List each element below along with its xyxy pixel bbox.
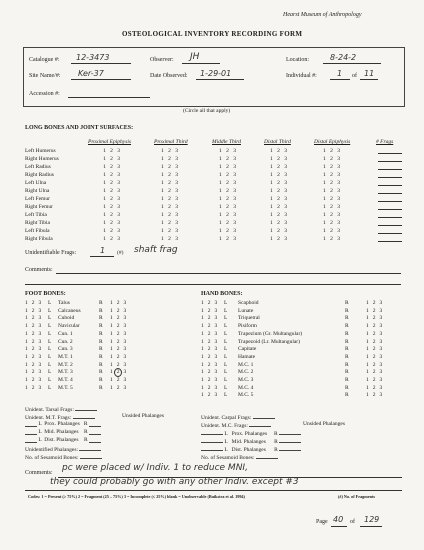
foot-unsided-phal: Unsided Phalanges xyxy=(122,413,165,419)
foot-bone-label: Navicular xyxy=(58,323,80,330)
foot-right-scale[interactable]: 1 2 3 xyxy=(110,330,128,337)
side-right-mark: R xyxy=(99,369,103,376)
side-right-mark: R xyxy=(99,315,103,322)
hand-right-scale[interactable]: 1 2 3 xyxy=(366,361,384,368)
foot-right-scale[interactable]: 1 2 3 xyxy=(110,361,128,368)
side-left-mark: L xyxy=(224,392,228,399)
foot-mid: L Mid. Phalanges R xyxy=(25,429,101,435)
frags-blank[interactable] xyxy=(378,169,402,170)
long-bones-col-header: Distal Third xyxy=(264,139,291,145)
code-scale[interactable]: 1 2 3 xyxy=(219,180,238,186)
side-left-mark: L xyxy=(224,353,228,360)
side-left-mark: L xyxy=(224,361,228,368)
side-left-mark: L xyxy=(224,315,228,322)
location-value: 8-24-2 xyxy=(330,53,357,62)
catalogue-value: 12-3473 xyxy=(76,53,110,62)
circle-note: (Circle all that apply) xyxy=(183,108,231,114)
accession-label: Accession #: xyxy=(29,91,60,97)
side-right-mark: R xyxy=(99,361,103,368)
foot-right-scale[interactable]: 1 2 3 xyxy=(110,384,128,391)
side-left-mark: L xyxy=(48,369,52,376)
code-scale[interactable]: 1 2 3 xyxy=(103,220,122,226)
side-left-mark: L xyxy=(224,307,228,314)
code-scale[interactable]: 1 2 3 xyxy=(161,188,180,194)
hand-unsided-phal: Unsided Phalanges xyxy=(303,421,346,427)
side-left-mark: L xyxy=(48,338,52,345)
foot-bone-label: Cun. 3 xyxy=(58,346,73,353)
hand-mid: L Mid. Phalanges R xyxy=(201,437,301,445)
code-scale[interactable]: 1 2 3 xyxy=(219,204,238,210)
museum-name: Hearst Museum of Anthropology xyxy=(283,12,362,18)
side-right-mark: R xyxy=(99,353,103,360)
side-left-mark: L xyxy=(224,346,228,353)
side-left-mark: L xyxy=(224,330,228,337)
foot-dist: L Dist. Phalanges R xyxy=(25,437,101,443)
side-left-mark: L xyxy=(224,377,228,383)
long-bones-table xyxy=(0,148,424,244)
foot-bone-label: Cun. 2 xyxy=(58,338,73,345)
code-scale[interactable]: 1 2 3 xyxy=(219,220,238,226)
hand-bone-label: Hamate xyxy=(238,353,256,360)
long-bone-row-label: Left Femur xyxy=(25,196,50,202)
code-scale[interactable]: 1 2 3 xyxy=(103,228,122,234)
code-scale[interactable]: 1 2 3 xyxy=(270,164,289,170)
foot-bone-label: Calcaneus xyxy=(58,307,81,314)
individual-value: 1 xyxy=(337,69,343,78)
hand-left-scale[interactable]: 1 2 3 xyxy=(201,300,219,306)
frags-blank[interactable] xyxy=(378,161,402,162)
side-left-mark: L xyxy=(224,323,228,330)
foot-right-scale[interactable]: 1 2 3 xyxy=(110,377,128,383)
individual-total: 11 xyxy=(364,69,375,78)
unid-frags-value: 1 xyxy=(100,246,106,255)
foot-right-scale[interactable]: 1 2 3 xyxy=(110,315,128,322)
code-scale[interactable]: 1 2 3 xyxy=(161,204,180,210)
code-scale[interactable]: 1 2 3 xyxy=(270,156,289,162)
location-label: Location: xyxy=(286,57,309,63)
comments-line1: pc were placed w/ Indiv. 1 to reduce MNI, xyxy=(62,463,248,473)
code-scale[interactable]: 1 2 3 xyxy=(219,164,238,170)
side-right-mark: R xyxy=(99,377,103,383)
long-bones-title: LONG BONES AND JOINT SURFACES: xyxy=(25,125,134,131)
foot-bone-label: M.T. 1 xyxy=(58,353,73,360)
hand-right-scale[interactable]: 1 2 3 xyxy=(366,330,384,337)
code-scale[interactable]: 1 2 3 xyxy=(323,164,342,170)
frag-note: (#) No. of Fragments xyxy=(338,494,375,499)
foot-left-scale[interactable]: 1 2 3 xyxy=(25,384,43,391)
hand-bone-label: M.C. 2 xyxy=(238,369,254,376)
hand-right-scale[interactable]: 1 2 3 xyxy=(366,384,384,391)
hand-bone-label: Triquetral xyxy=(238,315,260,322)
long-bone-row-label: Left Radius xyxy=(25,164,51,170)
long-bone-row-label: Left Ulna xyxy=(25,180,47,186)
page-of: of xyxy=(350,519,355,525)
site-label: Site Name/#: xyxy=(29,73,61,79)
foot-left-scale[interactable]: 1 2 3 xyxy=(25,346,43,353)
foot-bone-label: M.T. 4 xyxy=(58,377,73,383)
frags-blank[interactable] xyxy=(378,201,402,202)
frags-blank[interactable] xyxy=(378,177,402,178)
foot-right-scale[interactable]: 1 2 3 xyxy=(110,338,128,345)
foot-bone-label: Talus xyxy=(58,300,70,306)
code-scale[interactable]: 1 2 3 xyxy=(270,220,289,226)
foot-left-scale[interactable]: 1 2 3 xyxy=(25,353,43,360)
code-scale[interactable]: 1 2 3 xyxy=(323,172,342,178)
side-right-mark: R xyxy=(345,369,349,376)
foot-left-scale[interactable]: 1 2 3 xyxy=(25,377,43,383)
code-scale[interactable]: 1 2 3 xyxy=(323,220,342,226)
foot-mt-label: Unident. M.T. Frags: xyxy=(25,413,95,421)
code-scale[interactable]: 1 2 3 xyxy=(103,156,122,162)
side-left-mark: L xyxy=(224,384,228,391)
side-left-mark: L xyxy=(48,300,52,306)
code-scale[interactable]: 1 2 3 xyxy=(270,196,289,202)
hand-mc-label: Unident. M.C. Frags: xyxy=(201,421,271,429)
long-bone-row-label: Right Radius xyxy=(25,172,54,178)
hand-right-scale[interactable]: 1 2 3 xyxy=(366,307,384,314)
code-scale[interactable]: 1 2 3 xyxy=(103,188,122,194)
side-right-mark: R xyxy=(99,330,103,337)
side-right-mark: R xyxy=(99,338,103,345)
foot-bone-label: M.T. 2 xyxy=(58,361,73,368)
code-scale[interactable]: 1 2 3 xyxy=(323,196,342,202)
code-scale[interactable]: 1 2 3 xyxy=(161,236,180,242)
side-left-mark: L xyxy=(224,369,228,376)
hand-dist: L Dist. Phalanges R xyxy=(201,445,301,453)
foot-left-scale[interactable]: 1 2 3 xyxy=(25,369,43,376)
hand-left-scale[interactable]: 1 2 3 xyxy=(201,353,219,360)
frags-blank[interactable] xyxy=(378,217,402,218)
hand-left-scale[interactable]: 1 2 3 xyxy=(201,330,219,337)
code-scale[interactable]: 1 2 3 xyxy=(219,172,238,178)
foot-left-scale[interactable]: 1 2 3 xyxy=(25,338,43,345)
catalogue-label: Catalogue #: xyxy=(29,57,60,63)
code-scale[interactable]: 1 2 3 xyxy=(103,148,122,154)
date-label: Date Observed: xyxy=(150,73,188,79)
unid-frags-note: shaft frag xyxy=(134,245,178,255)
hand-bone-label: M.C. 1 xyxy=(238,361,254,368)
side-left-mark: L xyxy=(48,384,52,391)
hand-left-scale[interactable]: 1 2 3 xyxy=(201,315,219,322)
long-bones-col-header: Proximal Epiphysis xyxy=(88,139,132,145)
code-scale[interactable]: 1 2 3 xyxy=(103,204,122,210)
foot-tarsal-label: Unident. Tarsal Frags: xyxy=(25,405,97,413)
long-bone-row-label: Right Humerus xyxy=(25,156,59,162)
code-scale[interactable]: 1 2 3 xyxy=(103,164,122,170)
frags-blank[interactable] xyxy=(378,225,402,226)
code-scale[interactable]: 1 2 3 xyxy=(270,236,289,242)
code-scale[interactable]: 1 2 3 xyxy=(270,180,289,186)
codes-legend: Codes: 1 = Present (≥ 75%) 2 = Fragment (25 – 75%) 3 = Incomplete (≤ 25%) blank = Unobservable (Buikstra et al. 1994) xyxy=(28,494,245,499)
side-right-mark: R xyxy=(345,338,349,345)
observer-label: Observer: xyxy=(150,57,174,63)
long-bones-col-header: Proximal Third xyxy=(154,139,188,145)
code-scale[interactable]: 1 2 3 xyxy=(323,212,342,218)
side-left-mark: L xyxy=(48,323,52,330)
code-scale[interactable]: 1 2 3 xyxy=(219,228,238,234)
long-bones-col-header: Middle Third xyxy=(212,139,241,145)
hand-bone-label: Capitate xyxy=(238,346,257,353)
code-scale[interactable]: 1 2 3 xyxy=(323,148,342,154)
foot-bone-label: Cun. 1 xyxy=(58,330,73,337)
individual-label: Individual #: xyxy=(286,73,317,79)
code-scale[interactable]: 1 2 3 xyxy=(161,180,180,186)
hand-right-scale[interactable]: 1 2 3 xyxy=(366,392,384,399)
code-scale[interactable]: 1 2 3 xyxy=(161,212,180,218)
side-left-mark: L xyxy=(48,361,52,368)
code-scale[interactable]: 1 2 3 xyxy=(161,196,180,202)
hand-bones-title: HAND BONES: xyxy=(201,291,243,297)
code-scale[interactable]: 1 2 3 xyxy=(219,188,238,194)
foot-right-scale[interactable]: 1 2 3 xyxy=(110,353,128,360)
long-bone-row-label: Right Femur xyxy=(25,204,53,210)
foot-right-scale[interactable]: 1 2 3 xyxy=(110,346,128,353)
side-right-mark: R xyxy=(345,377,349,383)
code-scale[interactable]: 1 2 3 xyxy=(219,196,238,202)
hand-right-scale[interactable]: 1 2 3 xyxy=(366,323,384,330)
side-right-mark: R xyxy=(345,330,349,337)
foot-bone-label: M.T. 3 xyxy=(58,369,73,376)
side-right-mark: R xyxy=(345,392,349,399)
unid-frags-label: Unidentifiable Frags: xyxy=(25,250,77,256)
code-scale[interactable]: 1 2 3 xyxy=(161,148,180,154)
date-value: 1-29-01 xyxy=(200,69,232,78)
frags-blank[interactable] xyxy=(378,241,402,242)
foot-right-scale[interactable]: 1 2 3 xyxy=(110,307,128,314)
hand-right-scale[interactable]: 1 2 3 xyxy=(366,353,384,360)
foot-left-scale[interactable]: 1 2 3 xyxy=(25,307,43,314)
side-right-mark: R xyxy=(99,307,103,314)
code-scale[interactable]: 1 2 3 xyxy=(103,212,122,218)
hand-left-scale[interactable]: 1 2 3 xyxy=(201,307,219,314)
code-scale[interactable]: 1 2 3 xyxy=(323,236,342,242)
side-right-mark: R xyxy=(99,300,103,306)
code-scale[interactable]: 1 2 3 xyxy=(323,204,342,210)
hand-bone-label: Trapezium (Gr. Multangular) xyxy=(238,330,303,337)
long-bone-row-label: Right Ulna xyxy=(25,188,50,194)
foot-left-scale[interactable]: 1 2 3 xyxy=(25,323,43,330)
long-bone-row-label: Left Humerus xyxy=(25,148,56,154)
foot-left-scale[interactable]: 1 2 3 xyxy=(25,330,43,337)
code-scale[interactable]: 1 2 3 xyxy=(161,228,180,234)
code-scale[interactable]: 1 2 3 xyxy=(219,236,238,242)
foot-unid-phal: Unidentified Phalanges: xyxy=(25,445,101,453)
hand-carpal-label: Unident. Carpal Frags: xyxy=(201,413,275,421)
frags-blank[interactable] xyxy=(378,233,402,234)
hand-right-scale[interactable]: 1 2 3 xyxy=(366,346,384,353)
code-scale[interactable]: 1 2 3 xyxy=(270,172,289,178)
hand-right-scale[interactable]: 1 2 3 xyxy=(366,300,384,306)
hand-left-scale[interactable]: 1 2 3 xyxy=(201,377,219,383)
code-scale[interactable]: 1 2 3 xyxy=(323,188,342,194)
side-right-mark: R xyxy=(99,346,103,353)
foot-sesamoid: No. of Sesamoid Bones: xyxy=(25,453,102,461)
code-scale[interactable]: 1 2 3 xyxy=(103,236,122,242)
side-right-mark: R xyxy=(345,300,349,306)
foot-bone-label: M.T. 5 xyxy=(58,384,73,391)
hand-left-scale[interactable]: 1 2 3 xyxy=(201,346,219,353)
hand-right-scale[interactable]: 1 2 3 xyxy=(366,315,384,322)
code-scale[interactable]: 1 2 3 xyxy=(219,156,238,162)
observer-value: JH xyxy=(190,52,200,62)
page-number: 40 xyxy=(333,515,344,524)
side-left-mark: L xyxy=(224,338,228,345)
side-right-mark: R xyxy=(345,315,349,322)
hand-bone-label: M.C. 3 xyxy=(238,377,254,383)
hand-left-scale[interactable]: 1 2 3 xyxy=(201,323,219,330)
code-scale[interactable]: 1 2 3 xyxy=(270,148,289,154)
individual-of: of xyxy=(352,73,357,79)
foot-right-scale[interactable]: 1 2 3 xyxy=(110,300,128,306)
code-scale[interactable]: 1 2 3 xyxy=(219,212,238,218)
hand-bone-label: M.C. 4 xyxy=(238,384,254,391)
side-right-mark: R xyxy=(345,346,349,353)
long-bones-col-header: Distal Epiphysis xyxy=(314,139,351,145)
hand-left-scale[interactable]: 1 2 3 xyxy=(201,338,219,345)
side-right-mark: R xyxy=(345,361,349,368)
hand-right-scale[interactable]: 1 2 3 xyxy=(366,338,384,345)
page-label: Page xyxy=(316,519,328,525)
code-scale[interactable]: 1 2 3 xyxy=(323,180,342,186)
hand-bone-label: M.C. 5 xyxy=(238,392,254,399)
side-left-mark: L xyxy=(48,330,52,337)
long-bone-row-label: Left Tibia xyxy=(25,212,47,218)
long-bones-comments-label: Comments: xyxy=(25,267,53,273)
hand-left-scale[interactable]: 1 2 3 xyxy=(201,361,219,368)
side-left-mark: L xyxy=(224,300,228,306)
foot-bone-label: Cuboid xyxy=(58,315,75,322)
side-right-mark: R xyxy=(99,323,103,330)
side-right-mark: R xyxy=(345,323,349,330)
side-right-mark: R xyxy=(99,384,103,391)
long-bone-row-label: Right Fibula xyxy=(25,236,53,242)
hand-left-scale[interactable]: 1 2 3 xyxy=(201,369,219,376)
side-left-mark: L xyxy=(48,307,52,314)
foot-left-scale[interactable]: 1 2 3 xyxy=(25,315,43,322)
form-title: OSTEOLOGICAL INVENTORY RECORDING FORM xyxy=(122,30,303,38)
side-right-mark: R xyxy=(345,384,349,391)
hand-bone-label: Trapezoid (Lr. Multangular) xyxy=(238,338,300,345)
side-left-mark: L xyxy=(48,346,52,353)
code-scale[interactable]: 1 2 3 xyxy=(103,180,122,186)
long-bones-col-header: # Frags xyxy=(376,139,394,145)
hand-bones-table xyxy=(0,300,424,405)
side-left-mark: L xyxy=(48,315,52,322)
side-right-mark: R xyxy=(345,307,349,314)
code-scale[interactable]: 1 2 3 xyxy=(270,228,289,234)
site-value: Ker-37 xyxy=(78,69,104,78)
code-scale[interactable]: 1 2 3 xyxy=(103,196,122,202)
hand-right-scale[interactable]: 1 2 3 xyxy=(366,369,384,376)
foot-left-scale[interactable]: 1 2 3 xyxy=(25,300,43,306)
frags-blank[interactable] xyxy=(378,209,402,210)
hand-left-scale[interactable]: 1 2 3 xyxy=(201,384,219,391)
code-scale[interactable]: 1 2 3 xyxy=(161,220,180,226)
side-left-mark: L xyxy=(48,353,52,360)
foot-bones-title: FOOT BONES: xyxy=(25,291,66,297)
hand-left-scale[interactable]: 1 2 3 xyxy=(201,392,219,399)
code-scale[interactable]: 1 2 3 xyxy=(161,156,180,162)
hand-sesamoid: No. of Sesamoid Bones: xyxy=(201,453,278,461)
frags-blank[interactable] xyxy=(378,193,402,194)
page-total: 129 xyxy=(364,515,380,524)
side-left-mark: L xyxy=(48,377,52,383)
code-scale[interactable]: 1 2 3 xyxy=(270,212,289,218)
code-scale[interactable]: 1 2 3 xyxy=(323,228,342,234)
foot-prox: L Prox. Phalanges R xyxy=(25,421,101,427)
code-scale[interactable]: 1 2 3 xyxy=(323,156,342,162)
code-scale[interactable]: 1 2 3 xyxy=(270,204,289,210)
hand-right-scale[interactable]: 1 2 3 xyxy=(366,377,384,383)
foot-right-scale[interactable]: 1 2 3 xyxy=(110,323,128,330)
frags-blank[interactable] xyxy=(378,153,402,154)
hand-prox: L Prox. Phalanges R xyxy=(201,429,301,437)
code-scale[interactable]: 1 2 3 xyxy=(219,148,238,154)
foot-right-scale[interactable]: 1 2 3 xyxy=(110,369,128,376)
hand-bone-label: Scaphoid xyxy=(238,300,259,306)
long-bone-row-label: Left Fibula xyxy=(25,228,50,234)
code-scale[interactable]: 1 2 3 xyxy=(161,164,180,170)
code-scale[interactable]: 1 2 3 xyxy=(103,172,122,178)
comments-label: Comments: xyxy=(25,470,53,476)
foot-left-scale[interactable]: 1 2 3 xyxy=(25,361,43,368)
comments-line2: they could probably go with any other Indiv. except #3 xyxy=(50,477,299,487)
hand-bone-label: Pisiform xyxy=(238,323,257,330)
hand-bone-label: Lunate xyxy=(238,307,254,314)
unid-frags-hash: (#) xyxy=(117,250,124,256)
code-scale[interactable]: 1 2 3 xyxy=(161,172,180,178)
side-right-mark: R xyxy=(345,353,349,360)
frags-blank[interactable] xyxy=(378,185,402,186)
code-scale[interactable]: 1 2 3 xyxy=(270,188,289,194)
long-bone-row-label: Right Tibia xyxy=(25,220,50,226)
